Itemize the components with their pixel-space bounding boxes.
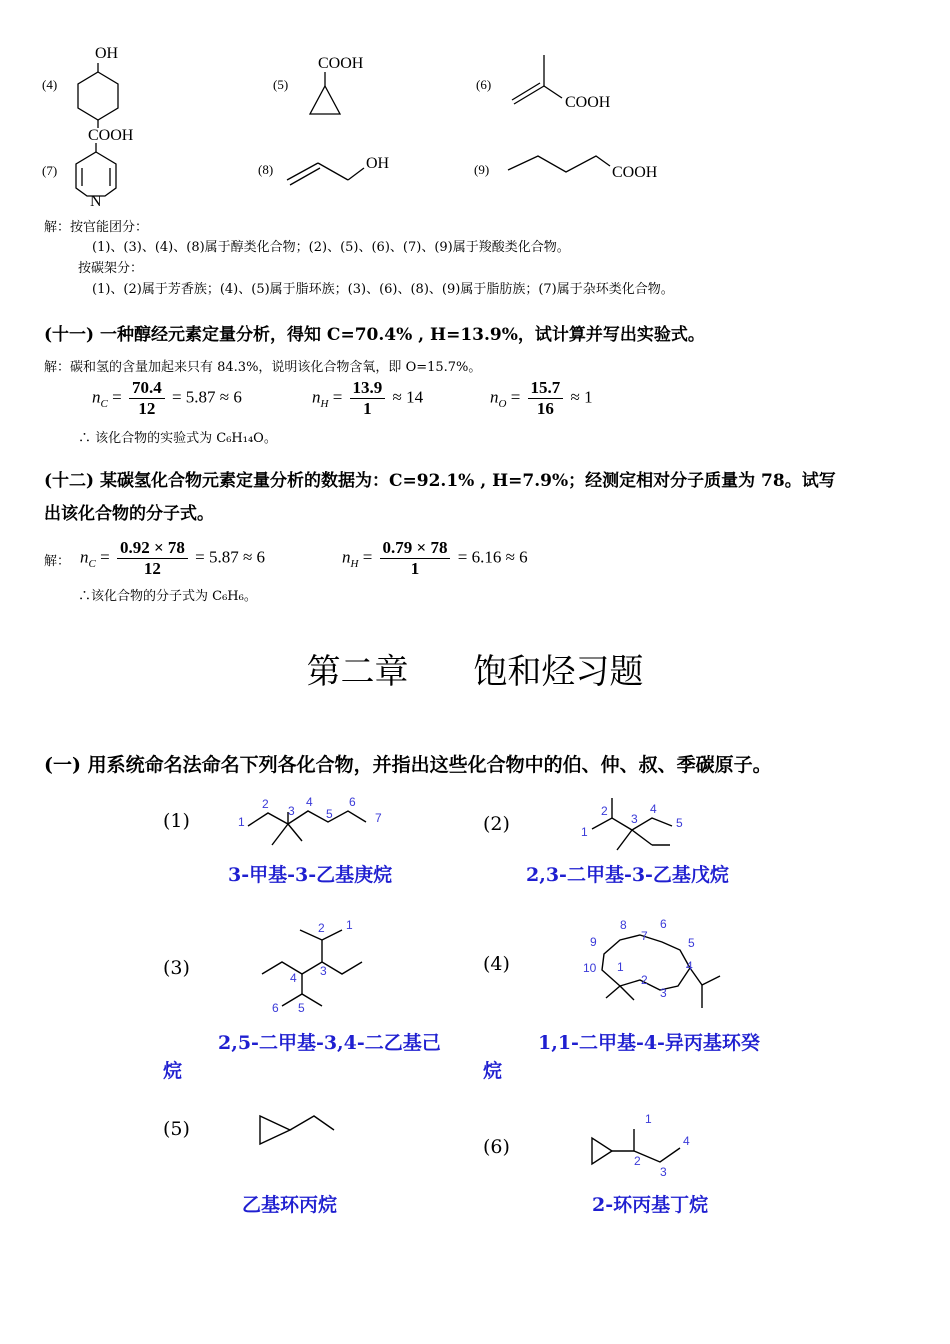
svg-text:7: 7 <box>641 929 648 943</box>
allyl-skeleton <box>287 163 364 185</box>
item-label-3: (3) <box>163 957 190 979</box>
structure-3 <box>262 930 362 1006</box>
structure-1 <box>248 811 366 845</box>
svg-text:5: 5 <box>688 936 695 950</box>
pentanoic-skeleton <box>508 156 610 172</box>
svg-text:9: 9 <box>590 935 597 949</box>
q12-sol-prefix: 解： <box>44 554 71 569</box>
q11-therefore: ∴ 该化合物的实验式为 C₆H₁₄O。 <box>78 431 277 446</box>
compound-name-3: 2,5-二甲基-3,4-二乙基己 <box>218 1032 441 1054</box>
svg-text:5: 5 <box>676 816 683 830</box>
svg-text:3: 3 <box>288 804 295 818</box>
label-5: (5) <box>273 77 289 92</box>
svg-text:4: 4 <box>306 795 313 809</box>
solution-line-1: 解：按官能团分： <box>44 220 149 235</box>
compound-name-4: 1,1-二甲基-4-异丙基环癸 <box>538 1032 760 1054</box>
svg-text:4: 4 <box>650 802 657 816</box>
item-label-6: (6) <box>483 1136 510 1158</box>
oh-label: OH <box>366 155 390 172</box>
q11-title: (十一) 一种醇经元素定量分析，得知 C=70.4% , H=13.9%，试计算并写出实验式。 <box>44 325 705 345</box>
solution-line-2: (1)、(3)、(4)、(8)属于醇类化合物；(2)、(5)、(6)、(7)、(9)属于羧酸类化合物。 <box>92 240 570 255</box>
pyridine-ring <box>76 143 116 196</box>
label-8: (8) <box>258 162 274 177</box>
solution-line-3: 按碳架分： <box>78 261 144 276</box>
svg-text:6: 6 <box>272 1001 279 1015</box>
svg-text:3: 3 <box>660 1165 667 1179</box>
svg-text:1: 1 <box>346 918 353 932</box>
q12-therefore: ∴该化合物的分子式为 C₆H₆。 <box>78 589 257 604</box>
cooh-label: COOH <box>318 55 364 72</box>
cyclopropane-ring <box>310 72 340 114</box>
chapter-title: 第二章 饱和烃习题 <box>306 652 644 692</box>
svg-text:3: 3 <box>320 964 327 978</box>
svg-text:2: 2 <box>641 973 648 987</box>
cooh-label: COOH <box>88 127 134 144</box>
item-label-5: (5) <box>163 1118 190 1140</box>
methacrylic-skeleton <box>512 55 562 104</box>
label-4: (4) <box>42 77 58 92</box>
svg-text:3: 3 <box>631 812 638 826</box>
svg-text:2: 2 <box>601 804 608 818</box>
compound-name-1: 3-甲基-3-乙基庚烷 <box>228 864 393 886</box>
structures-top <box>0 0 950 215</box>
item-label-1: (1) <box>163 810 190 832</box>
label-6: (6) <box>476 77 492 92</box>
compound-name-2: 2,3-二甲基-3-乙基戊烷 <box>526 864 729 886</box>
q12-nh: $n_H$ = $\frac{0.79 \times 78}{1}$ = 6.16 ≈ 6 <box>342 538 528 578</box>
svg-text:3: 3 <box>660 986 667 1000</box>
svg-text:2: 2 <box>318 921 325 935</box>
q11-no: $n_O$ = $\frac{15.7}{16}$ ≈ 1 <box>490 378 593 418</box>
q12-title-1: (十二) 某碳氢化合物元素定量分析的数据为：C=92.1% , H=7.9%；经测定相对分子质量为 78。试写 <box>44 471 836 491</box>
oh-label: OH <box>95 45 119 62</box>
compound-name-6: 2-环丙基丁烷 <box>592 1194 709 1216</box>
solution-line-4: (1)、(2)属于芳香族；(4)、(5)属于脂环族；(3)、(6)、(8)、(9)属于脂肪族；(7)属于杂环类化合物。 <box>92 282 674 297</box>
svg-text:4: 4 <box>686 959 693 973</box>
svg-text:6: 6 <box>660 917 667 931</box>
compound-name-5: 乙基环丙烷 <box>242 1194 338 1216</box>
structure-5 <box>260 1116 334 1144</box>
cyclohexane-ring <box>78 63 118 128</box>
cooh-label: COOH <box>612 164 658 181</box>
svg-text:6: 6 <box>349 795 356 809</box>
compound-name-4-cont: 烷 <box>483 1060 503 1082</box>
svg-text:4: 4 <box>683 1134 690 1148</box>
q12-title-2: 出该化合物的分子式。 <box>44 504 214 524</box>
svg-text:1: 1 <box>581 825 588 839</box>
q11-nh: $n_H$ = $\frac{13.9}{1}$ ≈ 14 <box>312 378 424 418</box>
compound-name-3-cont: 烷 <box>163 1060 183 1082</box>
item-label-2: (2) <box>483 813 510 835</box>
q11-solution: 解：碳和氢的含量加起来只有 84.3%，说明该化合物含氧，即 O=15.7%。 <box>44 360 482 375</box>
svg-text:8: 8 <box>620 918 627 932</box>
svg-text:7: 7 <box>375 811 382 825</box>
label-9: (9) <box>474 162 490 177</box>
svg-text:2: 2 <box>634 1154 641 1168</box>
svg-text:5: 5 <box>298 1001 305 1015</box>
n-label: N <box>90 193 102 210</box>
svg-text:1: 1 <box>617 960 624 974</box>
q1-title: (一) 用系统命名法命名下列各化合物，并指出这些化合物中的伯、仲、叔、季碳原子。 <box>44 754 772 776</box>
label-7: (7) <box>42 163 58 178</box>
item-label-4: (4) <box>483 953 510 975</box>
svg-text:2: 2 <box>262 797 269 811</box>
svg-text:4: 4 <box>290 971 297 985</box>
svg-text:1: 1 <box>645 1112 652 1126</box>
structures-q1 <box>0 780 950 1200</box>
q12-nc: $n_C$ = $\frac{0.92 \times 78}{12}$ = 5.87 ≈ 6 <box>80 538 266 578</box>
cooh-label: COOH <box>565 94 611 111</box>
svg-text:1: 1 <box>238 815 245 829</box>
q11-nc: $n_C$ = $\frac{70.4}{12}$ = 5.87 ≈ 6 <box>92 378 242 418</box>
carbon-numbers <box>238 795 695 1179</box>
svg-text:5: 5 <box>326 807 333 821</box>
svg-text:10: 10 <box>583 961 597 975</box>
